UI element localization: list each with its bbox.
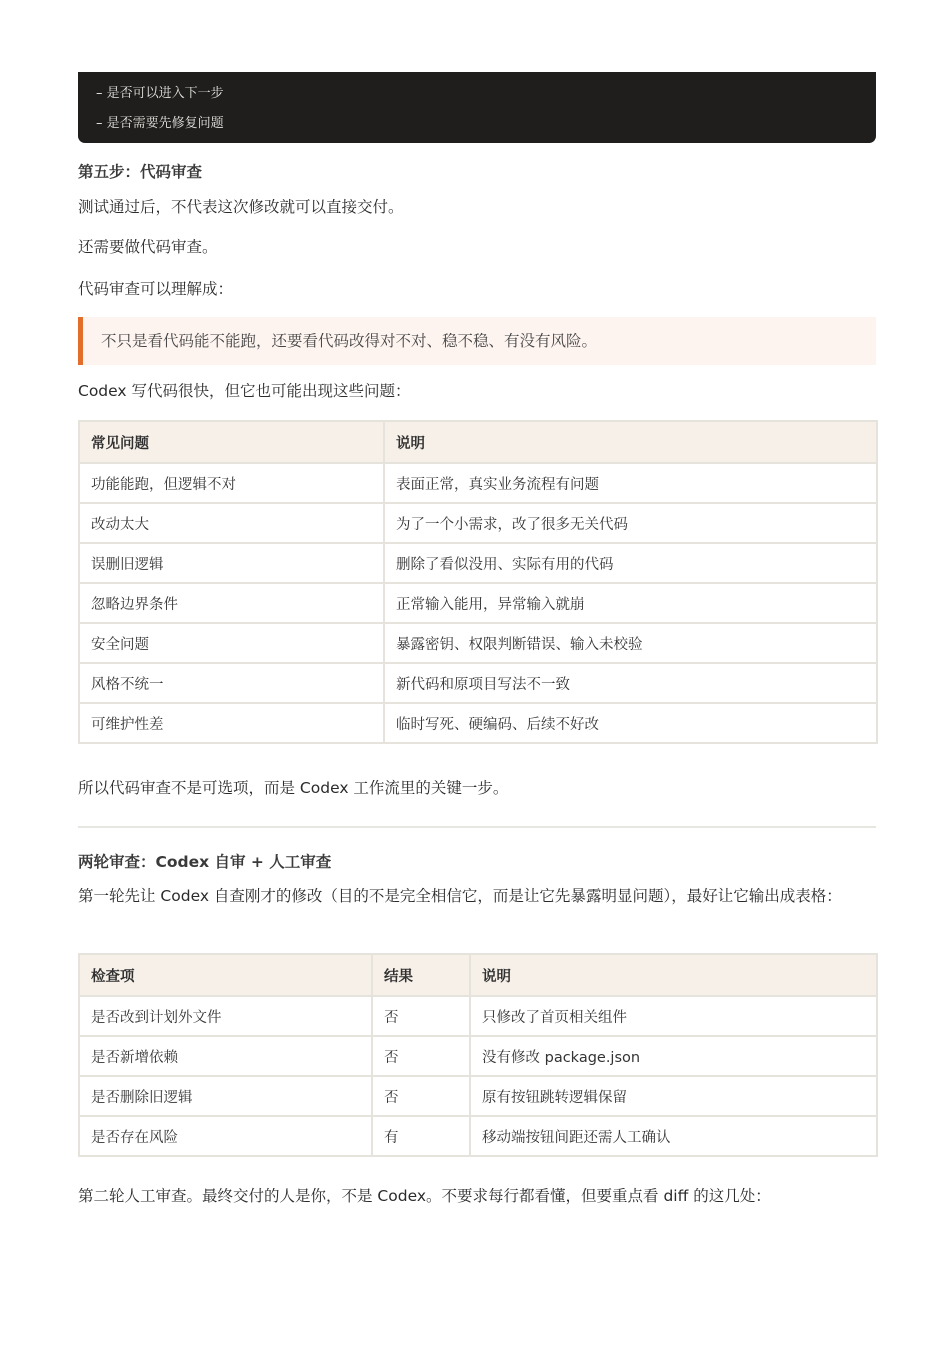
paragraph: 代码审查可以理解成： [78,280,234,298]
table-cell: 否 [372,1076,470,1116]
table-cell: 为了一个小需求，改了很多无关代码 [384,503,877,543]
table-cell: 暴露密钥、权限判断错误、输入未校验 [384,623,877,663]
table-cell: 误删旧逻辑 [79,543,384,583]
table-row [79,543,877,583]
table-cell: 风格不统一 [79,663,384,703]
column-header: 检查项 [79,954,372,996]
common-problems-table [78,420,878,744]
table-row [79,583,877,623]
table-row [79,623,877,663]
section-heading-review: 两轮审查：Codex 自审 + 人工审查 [78,853,332,871]
table-cell: 移动端按钮间距还需人工确认 [470,1116,877,1156]
column-header: 说明 [470,954,877,996]
blockquote: 不只是看代码能不能跑，还要看代码改得对不对、稳不稳、有没有风险。 [78,317,876,365]
table-cell: 删除了看似没用、实际有用的代码 [384,543,877,583]
table-cell: 没有修改 package.json [470,1036,877,1076]
section-heading-step5: 第五步：代码审查 [78,163,203,181]
table-cell: 是否新增依赖 [79,1036,372,1076]
table-row [79,703,877,743]
column-header: 结果 [372,954,470,996]
table-cell: 临时写死、硬编码、后续不好改 [384,703,877,743]
paragraph: 第二轮人工审查。最终交付的人是你，不是 Codex。不要求每行都看懂，但要重点看 diff 的这几处： [78,1187,771,1205]
table-cell: 原有按钮跳转逻辑保留 [470,1076,877,1116]
table-cell: 正常输入能用，异常输入就崩 [384,583,877,623]
paragraph: 第一轮先让 Codex 自查刚才的修改（目的不是完全相信它，而是让它先暴露明显问题），最好让它输出成表格： [78,887,842,905]
paragraph: Codex 写代码很快，但它也可能出现这些问题： [78,382,411,400]
table-row [79,663,877,703]
paragraph: 还需要做代码审查。 [78,238,218,256]
table-row [79,1116,877,1156]
code-block [78,72,876,143]
code-line: – 是否可以进入下一步 [96,86,224,101]
table-cell: 是否删除旧逻辑 [79,1076,372,1116]
table-cell: 安全问题 [79,623,384,663]
table-cell: 功能能跑，但逻辑不对 [79,463,384,503]
paragraph: 所以代码审查不是可选项，而是 Codex 工作流里的关键一步。 [78,779,509,797]
table-row [79,996,877,1036]
table-cell: 表面正常，真实业务流程有问题 [384,463,877,503]
paragraph: 测试通过后，不代表这次修改就可以直接交付。 [78,198,404,216]
table-row [79,503,877,543]
table-header-row [79,954,877,996]
table-cell: 有 [372,1116,470,1156]
table-row [79,1036,877,1076]
horizontal-divider [78,826,876,828]
table-row [79,463,877,503]
table-header-row [79,421,877,463]
column-header: 说明 [384,421,877,463]
code-line: – 是否需要先修复问题 [96,116,224,131]
table-cell: 只修改了首页相关组件 [470,996,877,1036]
table-row [79,1076,877,1116]
table-cell: 是否改到计划外文件 [79,996,372,1036]
table-cell: 可维护性差 [79,703,384,743]
table-cell: 新代码和原项目写法不一致 [384,663,877,703]
table-cell: 是否存在风险 [79,1116,372,1156]
table-cell: 否 [372,996,470,1036]
self-check-table [78,953,878,1157]
column-header: 常见问题 [79,421,384,463]
table-cell: 忽略边界条件 [79,583,384,623]
table-cell: 改动太大 [79,503,384,543]
table-cell: 否 [372,1036,470,1076]
